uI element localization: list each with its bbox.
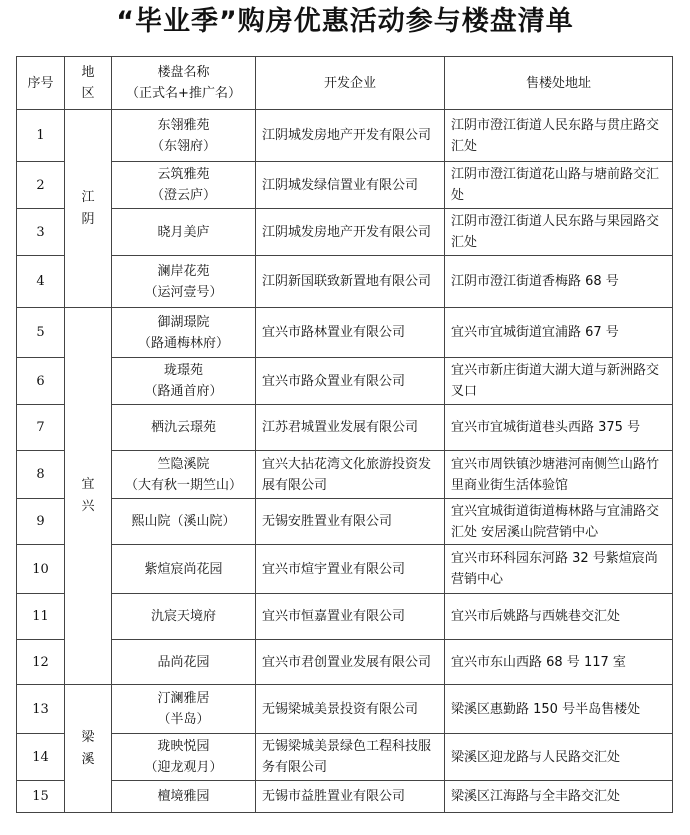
property-name-cell	[112, 405, 256, 451]
table-row	[17, 209, 673, 256]
header-region	[65, 57, 112, 110]
row-number: 12	[17, 640, 65, 685]
region-cell	[65, 308, 112, 685]
property-official-name: 珑璟苑	[163, 363, 203, 378]
table-row	[17, 162, 673, 209]
row-number: 14	[17, 734, 65, 781]
header-name	[112, 57, 256, 110]
row-number: 15	[17, 781, 65, 813]
sales-office-address-cell: 宜兴市宜城街道巷头西路 375 号	[445, 405, 673, 451]
region-char: 梁	[81, 729, 95, 745]
property-promo-name: （迎龙观月）	[144, 760, 223, 775]
property-official-name: 珑映悦园	[157, 739, 210, 754]
table-row	[17, 110, 673, 162]
table-row	[17, 358, 673, 405]
developer-cell: 江阴城发绿信置业有限公司	[256, 162, 445, 209]
row-number: 1	[17, 110, 65, 162]
property-official-name: 栖氿云璟苑	[150, 420, 216, 435]
sales-office-address-cell: 江阴市澄江街道人民东路与贯庄路交汇处	[445, 110, 673, 162]
property-promo-name: （大有秋一期竺山）	[124, 477, 242, 493]
property-official-name: 汀澜雅居	[157, 691, 210, 706]
region-cell	[65, 110, 112, 308]
property-official-name: 东翎雅苑	[157, 117, 210, 133]
property-name-cell	[112, 451, 256, 499]
header-address: 售楼处地址	[445, 57, 673, 110]
sales-office-address-cell: 江阴市澄江街道人民东路与果园路交汇处	[445, 209, 673, 256]
header-name-line-1: 楼盘名称	[157, 65, 210, 80]
row-number: 2	[17, 162, 65, 209]
table-header-row	[17, 57, 673, 110]
region-char: 江	[81, 189, 95, 205]
property-name-cell	[112, 110, 256, 162]
row-number: 3	[17, 209, 65, 256]
row-number: 13	[17, 685, 65, 734]
row-number: 4	[17, 256, 65, 308]
property-promo-name: （东翎府）	[150, 138, 216, 154]
developer-cell: 宜兴大拈花湾文化旅游投资发展有限公司	[256, 451, 445, 499]
developer-cell: 宜兴市煊宇置业有限公司	[256, 545, 445, 594]
sales-office-address-cell: 江阴市澄江街道香梅路 68 号	[445, 256, 673, 308]
developer-cell: 江阴新国联致新置地有限公司	[256, 256, 445, 308]
table-row	[17, 308, 673, 358]
property-promo-name: （澄云庐）	[150, 188, 216, 203]
row-number: 9	[17, 499, 65, 545]
header-region-line-2: 区	[81, 86, 95, 101]
sales-office-address-cell: 宜兴宜城街道街道梅林路与宜浦路交汇处 安居溪山院营销中心	[445, 499, 673, 545]
sales-office-address-cell: 宜兴市环科园东河路 32 号紫煊宸尚营销中心	[445, 545, 673, 594]
row-number: 5	[17, 308, 65, 358]
property-name-cell	[112, 781, 256, 813]
sales-office-address-cell: 梁溪区惠勤路 150 号半岛售楼处	[445, 685, 673, 734]
row-number: 8	[17, 451, 65, 499]
region-char: 溪	[81, 751, 95, 767]
sales-office-address-cell: 宜兴市东山西路 68 号 117 室	[445, 640, 673, 685]
property-official-name: 澜岸花苑	[157, 263, 210, 279]
header-developer: 开发企业	[256, 57, 445, 110]
region-char: 兴	[81, 499, 95, 514]
table-body	[17, 110, 673, 813]
property-official-name: 氿宸天境府	[150, 609, 216, 624]
row-number: 11	[17, 594, 65, 640]
developer-cell: 宜兴市路众置业有限公司	[256, 358, 445, 405]
header-region-line-1: 地	[81, 65, 95, 80]
table-row	[17, 451, 673, 499]
developer-cell: 江苏君城置业发展有限公司	[256, 405, 445, 451]
table-row	[17, 256, 673, 308]
developer-cell: 无锡梁城美景绿色工程科技服务有限公司	[256, 734, 445, 781]
property-list-table	[16, 56, 673, 813]
table-row	[17, 640, 673, 685]
property-official-name: 云筑雅苑	[157, 167, 210, 182]
property-promo-name: （半岛）	[157, 712, 210, 727]
property-name-cell	[112, 162, 256, 209]
header-name-line-2: （正式名+推广名）	[126, 86, 241, 101]
table-row	[17, 545, 673, 594]
sales-office-address-cell: 宜兴市新庄街道大湖大道与新洲路交叉口	[445, 358, 673, 405]
table-row	[17, 734, 673, 781]
property-official-name: 竺隐溪院	[157, 456, 210, 472]
property-official-name: 熙山院（溪山院）	[131, 514, 236, 529]
row-number: 10	[17, 545, 65, 594]
property-promo-name: （运河壹号）	[144, 284, 223, 300]
developer-cell: 无锡梁城美景投资有限公司	[256, 685, 445, 734]
property-name-cell	[112, 640, 256, 685]
table-row	[17, 594, 673, 640]
property-promo-name: （路通梅林府）	[137, 335, 229, 351]
property-name-cell	[112, 308, 256, 358]
sales-office-address-cell: 梁溪区迎龙路与人民路交汇处	[445, 734, 673, 781]
sales-office-address-cell: 宜兴市宜城街道宜浦路 67 号	[445, 308, 673, 358]
property-name-cell	[112, 545, 256, 594]
property-name-cell	[112, 734, 256, 781]
developer-cell: 宜兴市恒嘉置业有限公司	[256, 594, 445, 640]
property-name-cell	[112, 358, 256, 405]
developer-cell: 无锡安胜置业有限公司	[256, 499, 445, 545]
property-official-name: 品尚花园	[157, 654, 210, 670]
header-num: 序号	[17, 57, 65, 110]
developer-cell: 宜兴市君创置业发展有限公司	[256, 640, 445, 685]
developer-cell: 无锡市益胜置业有限公司	[256, 781, 445, 813]
property-official-name: 御湖璟院	[157, 314, 210, 330]
region-char: 阴	[81, 211, 95, 227]
row-number: 7	[17, 405, 65, 451]
developer-cell: 宜兴市路林置业有限公司	[256, 308, 445, 358]
region-cell	[65, 685, 112, 813]
developer-cell: 江阴城发房地产开发有限公司	[256, 110, 445, 162]
table-row	[17, 781, 673, 813]
developer-cell: 江阴城发房地产开发有限公司	[256, 209, 445, 256]
property-name-cell	[112, 256, 256, 308]
table-row	[17, 405, 673, 451]
property-official-name: 晓月美庐	[157, 224, 210, 240]
sales-office-address-cell: 宜兴市周铁镇沙塘港河南侧竺山路竹里商业街生活体验馆	[445, 451, 673, 499]
table-row	[17, 499, 673, 545]
sales-office-address-cell: 宜兴市后姚路与西姚巷交汇处	[445, 594, 673, 640]
property-official-name: 紫煊宸尚花园	[144, 561, 223, 577]
table-row	[17, 685, 673, 734]
property-promo-name: （路通首府）	[144, 384, 223, 399]
property-name-cell	[112, 499, 256, 545]
region-char: 宜	[81, 477, 95, 492]
sales-office-address-cell: 梁溪区江海路与全丰路交汇处	[445, 781, 673, 813]
property-name-cell	[112, 209, 256, 256]
row-number: 6	[17, 358, 65, 405]
page-title: “毕业季”购房优惠活动参与楼盘清单	[116, 6, 574, 37]
property-official-name: 檀境雅园	[157, 789, 210, 804]
property-name-cell	[112, 594, 256, 640]
property-name-cell	[112, 685, 256, 734]
sales-office-address-cell: 江阴市澄江街道花山路与塘前路交汇处	[445, 162, 673, 209]
